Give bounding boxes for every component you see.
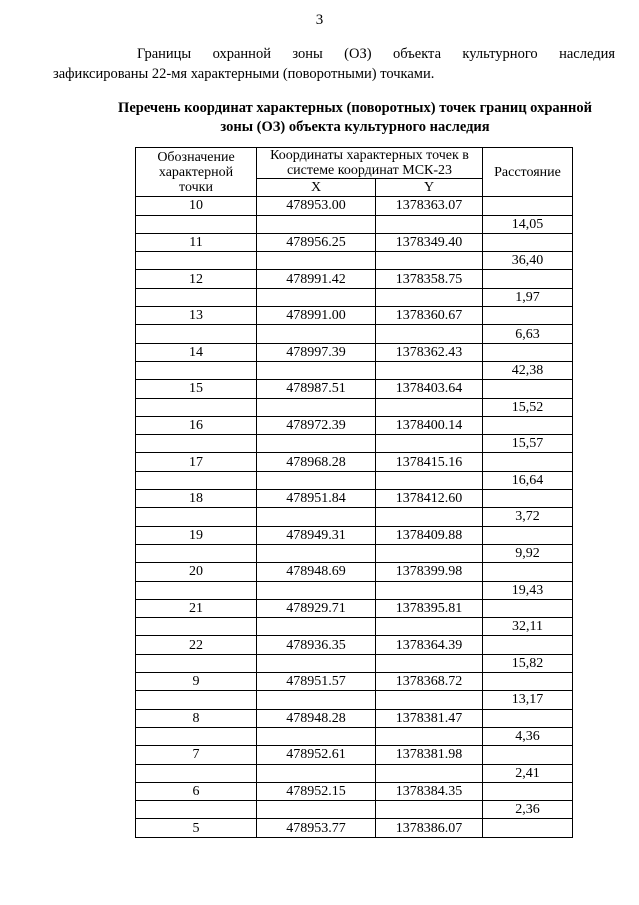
x-cell: 478987.51 xyxy=(257,380,376,398)
distance-cell: 13,17 xyxy=(483,691,573,709)
header-point: Обозначение характерной точки xyxy=(136,148,257,197)
empty-cell xyxy=(376,544,483,562)
table-heading-line-2: зоны (ОЗ) объекта культурного наследия xyxy=(220,119,490,135)
y-cell: 1378386.07 xyxy=(376,819,483,837)
table-row xyxy=(136,233,573,251)
table-spacer-row xyxy=(136,691,573,709)
table-row xyxy=(136,380,573,398)
empty-cell xyxy=(257,252,376,270)
empty-cell xyxy=(136,288,257,306)
table-heading-line-1: Перечень координат характерных (поворотных) точек границ охранной xyxy=(118,100,592,116)
empty-cell xyxy=(257,654,376,672)
empty-cell xyxy=(376,691,483,709)
y-cell: 1378409.88 xyxy=(376,526,483,544)
table-row xyxy=(136,416,573,434)
table-spacer-row xyxy=(136,252,573,270)
empty-cell xyxy=(376,508,483,526)
empty-cell xyxy=(257,618,376,636)
distance-blank-cell xyxy=(483,233,573,251)
x-cell: 478991.42 xyxy=(257,270,376,288)
x-cell: 478991.00 xyxy=(257,307,376,325)
distance-blank-cell xyxy=(483,636,573,654)
y-cell: 1378368.72 xyxy=(376,673,483,691)
table-spacer-row xyxy=(136,398,573,416)
distance-blank-cell xyxy=(483,380,573,398)
table-spacer-row xyxy=(136,764,573,782)
y-cell: 1378358.75 xyxy=(376,270,483,288)
empty-cell xyxy=(376,361,483,379)
intro-paragraph xyxy=(53,44,615,84)
y-cell: 1378360.67 xyxy=(376,307,483,325)
y-cell: 1378403.64 xyxy=(376,380,483,398)
y-cell: 1378400.14 xyxy=(376,416,483,434)
table-row xyxy=(136,453,573,471)
empty-cell xyxy=(257,361,376,379)
distance-blank-cell xyxy=(483,307,573,325)
table-row xyxy=(136,307,573,325)
empty-cell xyxy=(376,215,483,233)
table-spacer-row xyxy=(136,801,573,819)
distance-cell: 36,40 xyxy=(483,252,573,270)
point-cell: 22 xyxy=(136,636,257,654)
x-cell: 478952.15 xyxy=(257,782,376,800)
y-cell: 1378384.35 xyxy=(376,782,483,800)
empty-cell xyxy=(376,398,483,416)
table-spacer-row xyxy=(136,654,573,672)
empty-cell xyxy=(136,801,257,819)
x-cell: 478948.69 xyxy=(257,563,376,581)
empty-cell xyxy=(136,252,257,270)
header-y: Y xyxy=(376,179,483,197)
empty-cell xyxy=(257,581,376,599)
point-cell: 10 xyxy=(136,197,257,215)
point-cell: 11 xyxy=(136,233,257,251)
distance-blank-cell xyxy=(483,599,573,617)
empty-cell xyxy=(376,581,483,599)
empty-cell xyxy=(136,325,257,343)
y-cell: 1378349.40 xyxy=(376,233,483,251)
x-cell: 478951.57 xyxy=(257,673,376,691)
distance-cell: 6,63 xyxy=(483,325,573,343)
point-cell: 14 xyxy=(136,343,257,361)
y-cell: 1378381.47 xyxy=(376,709,483,727)
point-cell: 18 xyxy=(136,490,257,508)
distance-cell: 4,36 xyxy=(483,727,573,745)
distance-cell: 9,92 xyxy=(483,544,573,562)
table-row xyxy=(136,782,573,800)
empty-cell xyxy=(136,727,257,745)
y-cell: 1378381.98 xyxy=(376,746,483,764)
point-cell: 15 xyxy=(136,380,257,398)
distance-blank-cell xyxy=(483,526,573,544)
table-spacer-row xyxy=(136,471,573,489)
distance-cell: 16,64 xyxy=(483,471,573,489)
distance-cell: 15,82 xyxy=(483,654,573,672)
x-cell: 478953.77 xyxy=(257,819,376,837)
header-x: X xyxy=(257,179,376,197)
header-distance: Расстояние xyxy=(483,148,573,197)
table-row xyxy=(136,197,573,215)
page-number: 3 xyxy=(315,12,324,28)
distance-cell: 19,43 xyxy=(483,581,573,599)
y-cell: 1378415.16 xyxy=(376,453,483,471)
table-row xyxy=(136,563,573,581)
empty-cell xyxy=(376,654,483,672)
x-cell: 478997.39 xyxy=(257,343,376,361)
empty-cell xyxy=(257,727,376,745)
table-row xyxy=(136,709,573,727)
point-cell: 12 xyxy=(136,270,257,288)
point-cell: 8 xyxy=(136,709,257,727)
distance-cell: 32,11 xyxy=(483,618,573,636)
point-cell: 21 xyxy=(136,599,257,617)
header-coordinates: Координаты характерных точек в системе координат МСК-23 xyxy=(257,148,483,179)
y-cell: 1378363.07 xyxy=(376,197,483,215)
distance-blank-cell xyxy=(483,819,573,837)
x-cell: 478968.28 xyxy=(257,453,376,471)
x-cell: 478953.00 xyxy=(257,197,376,215)
x-cell: 478972.39 xyxy=(257,416,376,434)
empty-cell xyxy=(136,361,257,379)
empty-cell xyxy=(136,215,257,233)
empty-cell xyxy=(257,544,376,562)
empty-cell xyxy=(376,471,483,489)
distance-cell: 1,97 xyxy=(483,288,573,306)
table-row xyxy=(136,673,573,691)
empty-cell xyxy=(257,435,376,453)
table-spacer-row xyxy=(136,288,573,306)
table-row xyxy=(136,343,573,361)
empty-cell xyxy=(376,435,483,453)
empty-cell xyxy=(136,398,257,416)
x-cell: 478936.35 xyxy=(257,636,376,654)
point-cell: 20 xyxy=(136,563,257,581)
x-cell: 478948.28 xyxy=(257,709,376,727)
point-cell: 13 xyxy=(136,307,257,325)
empty-cell xyxy=(136,764,257,782)
distance-cell: 15,52 xyxy=(483,398,573,416)
table-row xyxy=(136,270,573,288)
empty-cell xyxy=(376,801,483,819)
table-spacer-row xyxy=(136,361,573,379)
distance-blank-cell xyxy=(483,197,573,215)
point-cell: 6 xyxy=(136,782,257,800)
empty-cell xyxy=(257,288,376,306)
table-row xyxy=(136,819,573,837)
distance-blank-cell xyxy=(483,673,573,691)
empty-cell xyxy=(136,691,257,709)
distance-blank-cell xyxy=(483,343,573,361)
distance-cell: 14,05 xyxy=(483,215,573,233)
empty-cell xyxy=(376,727,483,745)
table-spacer-row xyxy=(136,544,573,562)
point-cell: 7 xyxy=(136,746,257,764)
x-cell: 478956.25 xyxy=(257,233,376,251)
point-cell: 16 xyxy=(136,416,257,434)
table-heading xyxy=(95,99,615,137)
empty-cell xyxy=(136,508,257,526)
empty-cell xyxy=(136,435,257,453)
table-spacer-row xyxy=(136,325,573,343)
point-cell: 5 xyxy=(136,819,257,837)
intro-line-1: Границы охранной зоны (ОЗ) объекта культурного наследия xyxy=(137,46,615,62)
empty-cell xyxy=(257,398,376,416)
y-cell: 1378362.43 xyxy=(376,343,483,361)
distance-cell: 2,36 xyxy=(483,801,573,819)
distance-cell: 15,57 xyxy=(483,435,573,453)
empty-cell xyxy=(376,252,483,270)
empty-cell xyxy=(257,764,376,782)
intro-line-2: зафиксированы 22-мя характерными (поворотными) точками. xyxy=(53,66,435,82)
distance-blank-cell xyxy=(483,563,573,581)
distance-blank-cell xyxy=(483,416,573,434)
y-cell: 1378395.81 xyxy=(376,599,483,617)
empty-cell xyxy=(136,471,257,489)
empty-cell xyxy=(136,618,257,636)
empty-cell xyxy=(257,215,376,233)
empty-cell xyxy=(376,618,483,636)
x-cell: 478929.71 xyxy=(257,599,376,617)
point-cell: 9 xyxy=(136,673,257,691)
table-spacer-row xyxy=(136,215,573,233)
empty-cell xyxy=(257,801,376,819)
distance-cell: 2,41 xyxy=(483,764,573,782)
empty-cell xyxy=(376,764,483,782)
y-cell: 1378364.39 xyxy=(376,636,483,654)
empty-cell xyxy=(136,654,257,672)
point-cell: 19 xyxy=(136,526,257,544)
distance-blank-cell xyxy=(483,453,573,471)
table-row xyxy=(136,636,573,654)
empty-cell xyxy=(257,471,376,489)
distance-blank-cell xyxy=(483,782,573,800)
table-spacer-row xyxy=(136,581,573,599)
table-spacer-row xyxy=(136,727,573,745)
distance-blank-cell xyxy=(483,746,573,764)
x-cell: 478952.61 xyxy=(257,746,376,764)
table-body xyxy=(136,197,573,837)
empty-cell xyxy=(257,325,376,343)
empty-cell xyxy=(136,581,257,599)
distance-blank-cell xyxy=(483,270,573,288)
empty-cell xyxy=(257,691,376,709)
table-spacer-row xyxy=(136,435,573,453)
distance-blank-cell xyxy=(483,709,573,727)
y-cell: 1378399.98 xyxy=(376,563,483,581)
table-row xyxy=(136,490,573,508)
x-cell: 478951.84 xyxy=(257,490,376,508)
table-row xyxy=(136,526,573,544)
x-cell: 478949.31 xyxy=(257,526,376,544)
empty-cell xyxy=(376,288,483,306)
point-cell: 17 xyxy=(136,453,257,471)
distance-blank-cell xyxy=(483,490,573,508)
distance-cell: 42,38 xyxy=(483,361,573,379)
coordinates-table xyxy=(135,147,573,838)
empty-cell xyxy=(376,325,483,343)
table-spacer-row xyxy=(136,618,573,636)
distance-cell: 3,72 xyxy=(483,508,573,526)
table-spacer-row xyxy=(136,508,573,526)
table-row xyxy=(136,599,573,617)
table-row xyxy=(136,746,573,764)
empty-cell xyxy=(136,544,257,562)
empty-cell xyxy=(257,508,376,526)
y-cell: 1378412.60 xyxy=(376,490,483,508)
